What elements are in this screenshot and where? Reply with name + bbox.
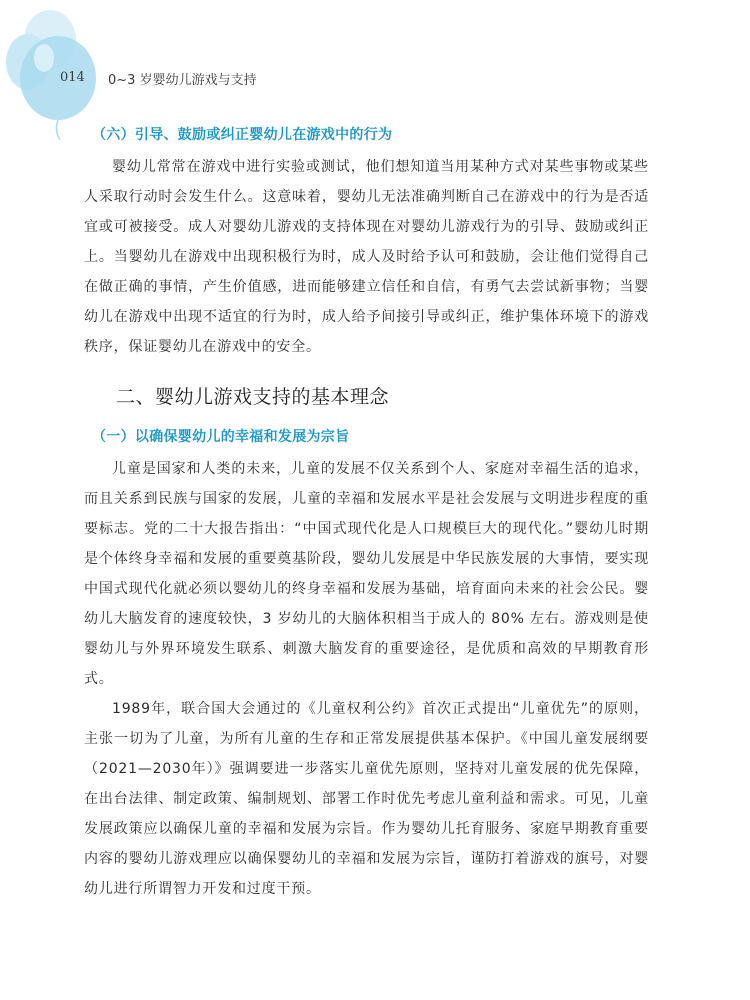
section-title-basic-concepts: 二、婴幼儿游戏支持的基本理念: [116, 386, 390, 408]
running-head-title: 0~3 岁婴幼儿游戏与支持: [108, 73, 257, 88]
paragraph-guide-behavior: 婴幼儿常常在游戏中进行实验或测试，他们想知道当用某种方式对某些事物或某些人采取行动时会发生什么。这意味着，婴幼儿无法准确判断自己在游戏中的行为是否适宜或可被接受。成人对婴幼儿游戏的支持体现在对婴幼儿游戏行为的引导、鼓励或纠正上。当婴幼儿在游戏中出现积极行为时，成人及时给予认可和鼓励，会让他们觉得自己在做正确的事情，产生价值感，进而能够建立信任和自信，有勇气去尝试新事物；当婴幼儿在游戏中出现不适宜的行为时，成人给予间接引导或纠正，维护集体环境下的游戏秩序，保证婴幼儿在游戏中的安全。: [84, 159, 649, 355]
balloon-string-icon: [56, 120, 60, 140]
balloon-highlight-icon: [34, 44, 54, 72]
page-number: 014: [60, 70, 85, 85]
subheading-happiness-development: （一）以确保婴幼儿的幸福和发展为宗旨: [92, 429, 350, 445]
subheading-guide-encourage-correct: （六）引导、鼓励或纠正婴幼儿在游戏中的行为: [92, 127, 393, 143]
paragraph-child-rights-convention: 1989年，联合国大会通过的《儿童权利公约》首次正式提出“儿童优先”的原则，主张一切为了儿童，为所有儿童的生存和正常发展提供基本保护。《中国儿童发展纲要（2021—2030年）》强调要进一步落实儿童优先原则，坚持对儿童发展的优先保障，在出台法律、制定政策、编制规划、部署工作时优先考虑儿童利益和需求。可见，儿童发展政策应以确保儿童的幸福和发展为宗旨。作为婴幼儿托育服务、家庭早期教育重要内容的婴幼儿游戏理应以确保婴幼儿的幸福和发展为宗旨，谨防打着游戏的旗号，对婴幼儿进行所谓智力开发和过度干预。: [84, 701, 649, 897]
paragraph-children-future: 儿童是国家和人类的未来，儿童的发展不仅关系到个人、家庭对幸福生活的追求，而且关系到民族与国家的发展，儿童的幸福和发展水平是社会发展与文明进步程度的重要标志。党的二十大报告指出：“中国式现代化是人口规模巨大的现代化。”婴幼儿时期是个体终身幸福和发展的重要奠基阶段，婴幼儿发展是中华民族发展的大事情，要实现中国式现代化就必须以婴幼儿的终身幸福和发展为基础，培育面向未来的社会公民。婴幼儿大脑发育的速度较快，3 岁幼儿的大脑体积相当于成人的 80% 左右。游戏则是使婴幼儿与外界环境发生联系、刺激大脑发育的重要途径，是优质和高效的早期教育形式。: [84, 461, 649, 687]
page-content: [84, 122, 649, 904]
